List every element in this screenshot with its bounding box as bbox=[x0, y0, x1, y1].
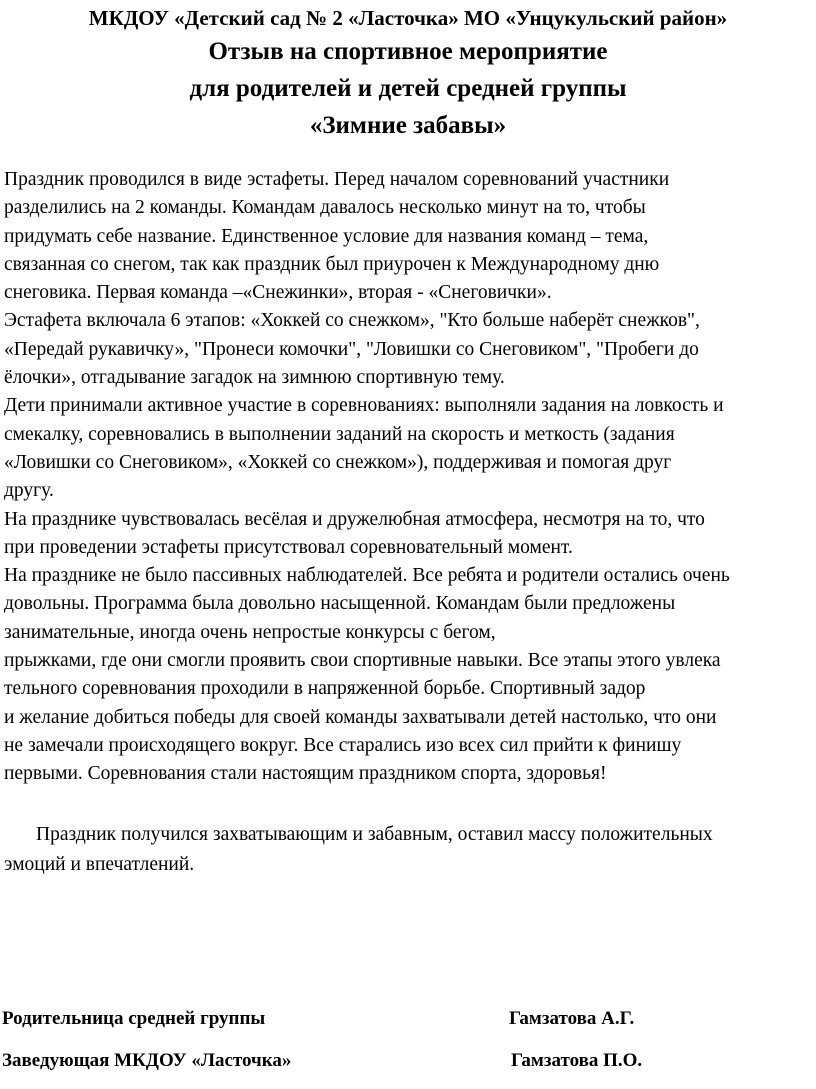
body-line: другу. bbox=[4, 480, 54, 502]
closing-line: эмоций и впечатлений. bbox=[4, 854, 195, 875]
body-line: Дети принимали активное участие в соревнованиях: выполняли задания на ловкость и bbox=[4, 395, 724, 417]
body-line: при проведении эстафеты присутствовал соревновательный момент. bbox=[4, 536, 573, 558]
body-line: прыжками, где они смогли проявить свои спортивные навыки. Все этапы этого увлека bbox=[4, 650, 721, 672]
body-line: довольны. Программа была довольно насыщенной. Командам были предложены bbox=[4, 593, 676, 615]
body-line: занимательные, иногда очень непростые конкурсы с бегом, bbox=[4, 621, 496, 643]
closing-paragraph bbox=[4, 820, 816, 880]
body-line: разделились на 2 команды. Командам давалось несколько минут на то, чтобы bbox=[4, 197, 646, 219]
body-line: ёлочки», отгадывание загадок на зимнюю спортивную тему. bbox=[4, 367, 505, 389]
document-title-line-1: Отзыв на спортивное мероприятие bbox=[208, 38, 608, 65]
closing-line: Праздник получился захватывающим и забавным, оставил массу положительных bbox=[36, 824, 713, 845]
organization-name: МКДОУ «Детский сад № 2 «Ласточка» МО «Унцукульский район» bbox=[88, 6, 728, 30]
body-line: тельного соревнования проходили в напряженной борьбе. Спортивный задор bbox=[4, 678, 646, 700]
signature-name: Гамзатова П.О. bbox=[511, 1050, 643, 1071]
signature-row-parent bbox=[2, 1008, 812, 1040]
document-title-line-3: «Зимние забавы» bbox=[309, 112, 507, 139]
signature-name: Гамзатова А.Г. bbox=[509, 1008, 635, 1029]
body-line: придумать себе название. Единственное условие для названия команд – тема, bbox=[4, 225, 649, 247]
body-line: На празднике чувствовалась весёлая и дружелюбная атмосфера, несмотря на то, что bbox=[4, 508, 705, 530]
body-line: Праздник проводился в виде эстафеты. Перед началом соревнований участники bbox=[4, 169, 670, 190]
body-line: На празднике не было пассивных наблюдателей. Все ребята и родители остались очень bbox=[4, 565, 730, 587]
body-line: Эстафета включала 6 этапов: «Хоккей со снежком», "Кто больше наберёт снежков", bbox=[4, 310, 700, 332]
signature-row-head bbox=[2, 1050, 812, 1082]
body-line: смекалку, соревновались в выполнении заданий на скорость и меткость (задания bbox=[4, 423, 675, 445]
body-text bbox=[4, 166, 816, 789]
body-line: и желание добиться победы для своей команды захватывали детей настолько, что они bbox=[4, 706, 717, 728]
body-line: «Ловишки со Снеговиком», «Хоккей со снежком»), поддерживая и помогая друг bbox=[4, 451, 672, 473]
body-line: связанная со снегом, так как праздник был приурочен к Международному дню bbox=[4, 253, 660, 275]
document-title-line-2: для родителей и детей средней группы bbox=[189, 75, 627, 102]
body-line: снеговика. Первая команда –«Снежинки», вторая - «Снеговички». bbox=[4, 282, 552, 304]
signature-role: Родительница средней группы bbox=[2, 1008, 266, 1029]
body-line: не замечали происходящего вокруг. Все старались изо всех сил прийти к финишу bbox=[4, 734, 682, 756]
document-header bbox=[0, 0, 816, 144]
body-line: первыми. Соревнования стали настоящим праздником спорта, здоровья! bbox=[4, 763, 607, 785]
signature-role: Заведующая МКДОУ «Ласточка» bbox=[2, 1050, 292, 1071]
body-line: «Передай рукавичку», "Пронеси комочки", "Ловишки со Снеговиком", "Пробеги до bbox=[4, 338, 699, 360]
